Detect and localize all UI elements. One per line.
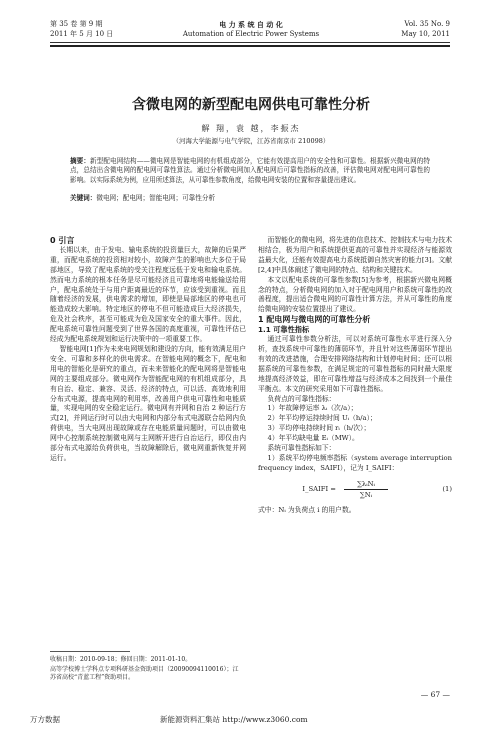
affiliation: （河海大学能源与电气学院，江苏省南京市 210098） bbox=[172, 137, 330, 145]
header-date: 2011 年 5 月 10 日 bbox=[50, 30, 114, 38]
paragraph: 而智能化的微电网，将先进的信息技术、控制技术与电力技术相结合，极为用户和系统提供更高的可靠性并实现经济与能源效益最大化，还能有效提高电力系统抵御自然灾害的能力[3]。文献[2,4]中具体阐述了微电网的特点、结构和关键技术。 bbox=[258, 236, 452, 274]
section-heading-intro: 0 引言 bbox=[50, 236, 75, 245]
equation-denominator: ∑Nᵢ bbox=[359, 491, 373, 500]
header-journal: 电 力 系 统 自 动 化 bbox=[219, 20, 283, 29]
header-volume: 第 35 卷 第 9 期 bbox=[50, 20, 103, 28]
keywords bbox=[70, 194, 430, 203]
paragraph: 本文以配电系统的可靠性参数[5]为参考，根据新兴微电网概念的特点，分析微电网的加入对于配电网用户和系统可靠性的改善程度，提出适合微电网的可靠性计算方法，并从可靠性的角度给微电网的安装位置提出了建议。 bbox=[258, 275, 452, 314]
equation-lhs: I_SAIFI = bbox=[302, 484, 336, 493]
paragraph: 通过可靠性参数分析法，可以对系统可靠性水平进行深入分析，查找系统中可靠性的薄弱环节，并且针对这些薄弱环节提出有效的改进措施，合理安排网络结构和计划停电时间；还可以根据系统的可靠性参数，在满足规定的可靠性指标的同时最大限度地提高经济效益，即在可靠性增益与经济成本之间找到一个最佳平衡点。本文的研究采用如下可靠性指标。 bbox=[258, 335, 452, 393]
list-item: 1）系统平均停电频率指标（system average interruption frequency index，SAIFI），记为 I_SAIFI： bbox=[258, 453, 452, 472]
footnote-rule bbox=[50, 651, 130, 652]
watermark-site: 新能源资料汇集站 http://www.z3060.com bbox=[160, 715, 308, 724]
equation-numerator: ∑λᵢNᵢ bbox=[357, 480, 375, 489]
list-item: 4）年平均缺电量 Eᵢ（MW）。 bbox=[267, 434, 359, 443]
paragraph: 式中：Nᵢ 为负荷点 i 的用户数。 bbox=[258, 505, 356, 514]
abstract-label: 摘要： bbox=[70, 157, 91, 165]
header-rule-thick bbox=[50, 45, 450, 47]
page-title: 含微电网的新型配电网供电可靠性分析 bbox=[132, 97, 370, 113]
header-journal-en: Automation of Electric Power Systems bbox=[182, 30, 320, 38]
keywords-text: 微电网；配电网；智能电网；可靠性分析 bbox=[96, 194, 216, 202]
list-item: 1）年故障停运率 λᵢ（次/a）； bbox=[267, 404, 358, 413]
equation-fraction bbox=[344, 479, 388, 500]
watermark-wanfang: 万方数据 bbox=[30, 715, 60, 724]
header-volume-en: Vol. 35 No. 9 bbox=[404, 20, 450, 28]
authors: 解 翔，袁 越，李振杰 bbox=[201, 124, 301, 133]
footnote-dates: 收稿日期：2010-09-18；修回日期：2011-01-10。 bbox=[50, 656, 192, 663]
right-column bbox=[258, 236, 452, 516]
left-column bbox=[50, 236, 246, 464]
subsection-heading-1-1: 1.1 可靠性指标 bbox=[258, 325, 310, 335]
list-item: 2）年平均停运持续时间 Uᵢ（h/a）； bbox=[267, 414, 377, 423]
equation-number: (1) bbox=[442, 484, 452, 493]
paragraph: 智能电网[1]作为未来电网规划和建设的方向，能有效满足用户安全、可靠和多样化的供电需求。在智能电网的概念下，配电和用电的智能化是研究的重点，而未来智能化的配电网将是智能电网的主要组成部分。微电网作为智能配电网的有机组成部分，具有自治、稳定、兼容、灵活、经济的特点，可以活、高效地利用分布式电源，提高电网的利用率，改善用户供电可靠性和电能质量，实现电网的安全稳定运行。微电网有并网和自治 2 种运行方式[2]，并网运行时可以由大电网和内部分布式电源联合给网内负荷供电，当大电网出现故障或存在电能质量问题时，可以由微电网中心控制系统控制微电网与主网断开进行自治运行，即仅由内部分布式电源给负荷供电，当故障解除后，微电网重新恢复并网运行。 bbox=[50, 344, 246, 462]
keywords-label: 关键词： bbox=[70, 194, 97, 202]
footnote-funding: 高等学校博士学科点专项科研基金资助项目（20090094110016）；江苏省高校“青蓝工程”资助项目。 bbox=[50, 666, 239, 682]
header-date-en: May 10, 2011 bbox=[401, 30, 450, 38]
equation-1 bbox=[258, 476, 452, 504]
list-intro: 系统可靠性指标如下： bbox=[267, 444, 336, 453]
list-intro: 负荷点的可靠性指标： bbox=[267, 394, 336, 403]
abstract bbox=[70, 157, 430, 185]
list-item: 3）平均停电持续时间 rᵢ（h/次）； bbox=[267, 424, 371, 433]
paragraph: 长期以来，由于发电、输电系统的投资量巨大，故障的后果严重，而配电系统的投资相对较小，故障产生的影响也大多位于局部地区，导致了配电系统的受关注程度远低于发电和输电系统。然而电力系统的根本任务是尽可能经济且可靠地将电能输送给用户，配电系统处于与用户距离最近的环节，应该受到重视。而且随着经济的发展，供电需求的增加，即使是局部地区的停电也可能造成较大影响。特定地区的停电不但可能造成巨大经济损失，危及社会秩序，甚至可能成为危及国家安全的重大事件。因此，配电系统可靠性问题受到了世界各国的高度重视，可靠性评估已经成为配电系统规划和运行决策中的一项重要工作。 bbox=[50, 245, 246, 344]
page-number: — 67 — bbox=[420, 690, 450, 699]
abstract-text: 新型配电网结构——微电网是智能电网的有机组成部分，它能有效提高用户的安全性和可靠性。根据新兴微电网的特点，总结出含微电网的配电网可靠性算法。通过分析微电网加入配电网后可靠性指标的改善，评估微电网对配电网可靠性的影响。以实际系统为例，应用所述算法，从可靠性参数角度，给微电网安装的位置和容量提出建议。 bbox=[70, 157, 431, 184]
header-rule bbox=[50, 42, 450, 43]
section-heading-1: 1 配电网与微电网的可靠性分析 bbox=[258, 315, 371, 325]
